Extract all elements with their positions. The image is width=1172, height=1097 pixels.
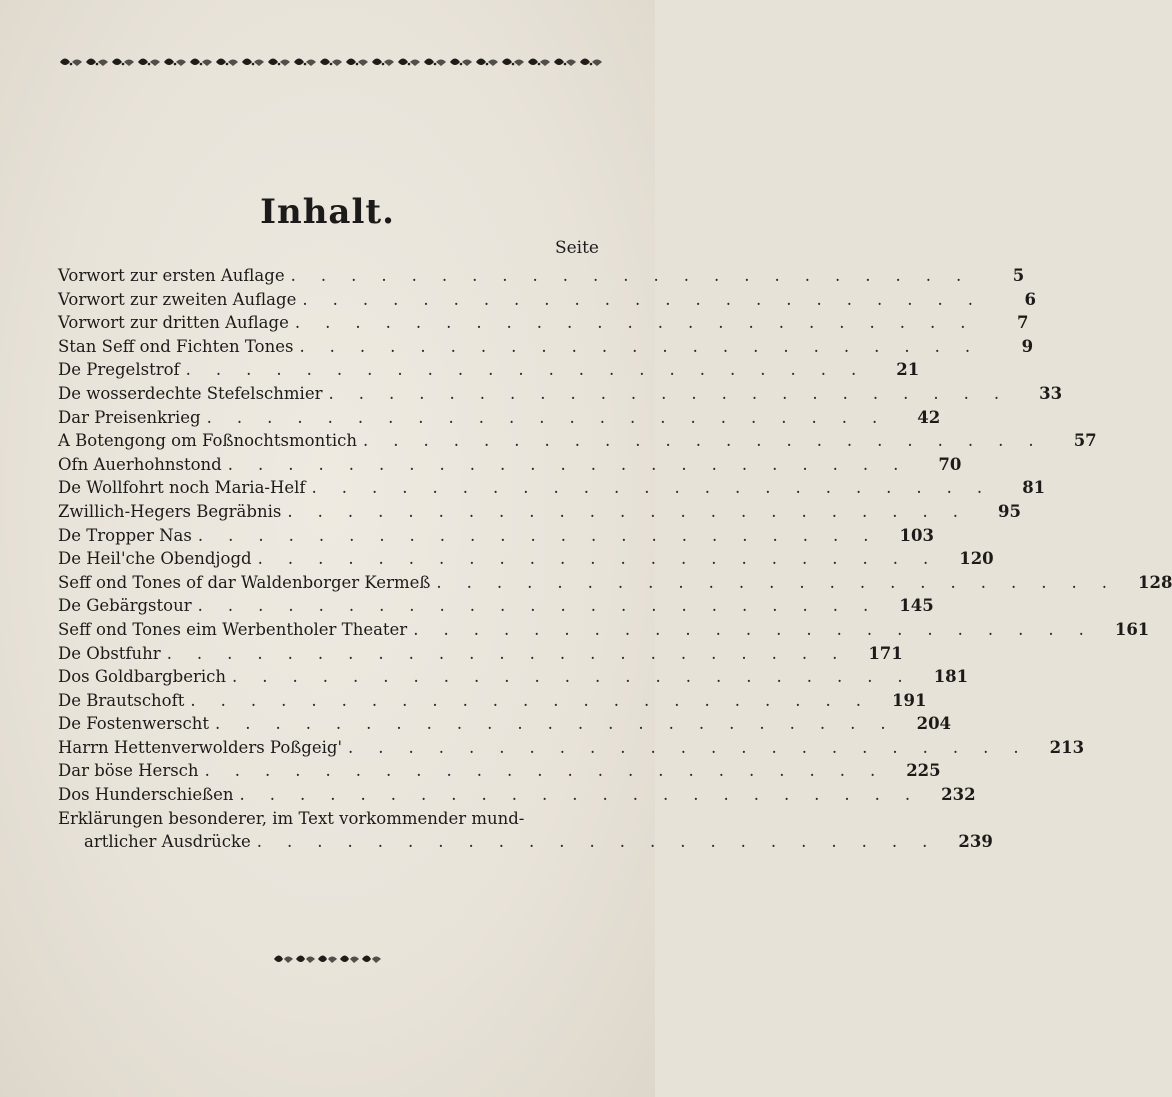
ornament-leaf bbox=[410, 60, 420, 67]
ornament-leaf bbox=[164, 59, 174, 66]
ornament-leaf bbox=[320, 59, 330, 66]
toc-entry-page: 213 bbox=[1049, 737, 1085, 757]
toc-entry bbox=[58, 712, 952, 736]
toc-entry-page: 81 bbox=[1022, 478, 1046, 498]
toc-entry-page: 95 bbox=[998, 501, 1021, 521]
ornament-leaf bbox=[306, 60, 316, 67]
top-ornament-border bbox=[58, 54, 604, 70]
toc-entry-title: Dos Goldbargberich bbox=[58, 667, 227, 687]
toc-entry-title: Zwillich-Hegers Begräbnis bbox=[58, 501, 282, 521]
ornament-leaf bbox=[488, 60, 498, 67]
ornament-leaf bbox=[462, 60, 472, 67]
ornament-dot bbox=[382, 63, 385, 66]
ornament-dot bbox=[460, 63, 463, 66]
toc-entry-title: Vorwort zur zweiten Auflage bbox=[58, 289, 297, 309]
ornament-leaf bbox=[554, 59, 564, 66]
dot-leader: ....................... bbox=[299, 336, 996, 356]
toc-entry-title: De Brautschoft bbox=[58, 690, 185, 710]
ornament-leaf bbox=[294, 59, 304, 66]
ornament-leaf bbox=[332, 60, 342, 67]
toc-entry-page: 6 bbox=[1024, 289, 1036, 309]
dot-leader: ....................... bbox=[290, 266, 987, 285]
dot-leader: ....................... bbox=[436, 572, 1133, 592]
toc-entry bbox=[58, 547, 994, 571]
ornament-leaf bbox=[306, 957, 315, 964]
toc-entry bbox=[58, 830, 993, 854]
toc-entry-title: Harrn Hettenverwolders Poßgeig' bbox=[58, 737, 343, 757]
ornament-leaf bbox=[350, 957, 359, 964]
ornament-dot bbox=[252, 63, 255, 66]
ornament-dot bbox=[122, 63, 125, 66]
ornament-leaf bbox=[202, 60, 212, 67]
toc-entry bbox=[58, 288, 1036, 312]
ornament-dot bbox=[408, 63, 411, 66]
ornament-leaf bbox=[318, 956, 327, 963]
toc-entry-page: 239 bbox=[958, 832, 993, 852]
toc-entry-title: Dar böse Hersch bbox=[58, 761, 199, 781]
toc-entry-title: De Obstfuhr bbox=[58, 643, 161, 663]
dot-leader: ....................... bbox=[287, 501, 983, 521]
toc-entry-title: De Tropper Nas bbox=[58, 525, 192, 545]
dot-leader: ....................... bbox=[197, 525, 894, 545]
toc-entry-page: 161 bbox=[1114, 619, 1150, 639]
page-title: Inhalt. bbox=[260, 192, 395, 232]
ornament-leaf bbox=[124, 60, 134, 67]
toc-entry-page: 181 bbox=[933, 667, 969, 687]
ornament-dot bbox=[70, 63, 73, 66]
toc-entry-page: 33 bbox=[1039, 383, 1063, 403]
toc-entry-page: 225 bbox=[906, 761, 941, 781]
ornament-leaf bbox=[362, 956, 371, 963]
toc-entry bbox=[58, 264, 1025, 288]
ornament-leaf bbox=[268, 59, 278, 66]
dot-leader: ....................... bbox=[227, 454, 924, 474]
toc-entry-page: 145 bbox=[899, 596, 934, 616]
dot-leader: ....................... bbox=[302, 289, 998, 309]
dot-leader: ....................... bbox=[190, 690, 886, 710]
toc-entry bbox=[58, 335, 1034, 359]
ornament-leaf bbox=[228, 60, 238, 67]
ornament-leaf bbox=[138, 59, 148, 66]
toc-entry-title: artlicher Ausdrücke bbox=[84, 832, 251, 852]
dot-leader: ....................... bbox=[239, 785, 936, 805]
toc-entry bbox=[58, 311, 1029, 335]
ornament-leaf bbox=[592, 60, 602, 67]
dot-leader: ....................... bbox=[185, 360, 882, 380]
ornament-leaf bbox=[296, 956, 305, 963]
ornament-leaf bbox=[216, 59, 226, 66]
toc-entry bbox=[58, 642, 903, 666]
toc-entry bbox=[58, 689, 927, 713]
toc-entry-title: De wosserdechte Stefelschmier bbox=[58, 383, 323, 403]
toc-entry-page: 232 bbox=[941, 785, 976, 805]
ornament-leaf bbox=[242, 59, 252, 66]
ornament-leaf bbox=[476, 59, 486, 66]
toc-entry-title: Seff ond Tones eim Werbentholer Theater bbox=[58, 619, 408, 639]
ornament-leaf bbox=[86, 59, 96, 66]
ornament-leaf bbox=[580, 59, 590, 66]
ornament-leaf bbox=[274, 956, 283, 963]
toc-entry bbox=[58, 618, 1150, 642]
toc-entry-title: De Fostenwerscht bbox=[58, 714, 209, 734]
dot-leader: ....................... bbox=[256, 832, 953, 852]
ornament-leaf bbox=[384, 60, 394, 67]
toc-entry-title: Seff ond Tones of dar Waldenborger Kermeß bbox=[58, 572, 431, 592]
ornament-leaf bbox=[372, 957, 381, 964]
ornament-dot bbox=[174, 63, 177, 66]
dot-leader: ....................... bbox=[232, 667, 928, 687]
ornament-leaf bbox=[72, 60, 82, 67]
ornament-dot bbox=[486, 63, 489, 66]
toc-entry-page: 5 bbox=[1012, 266, 1025, 285]
ornament-leaf bbox=[358, 60, 368, 67]
toc-entry bbox=[58, 358, 920, 382]
toc-entry-page: 204 bbox=[916, 714, 952, 734]
toc-entry-title: De Pregelstrof bbox=[58, 360, 180, 380]
ornament-dot bbox=[356, 63, 359, 66]
page-column-header: Seite bbox=[554, 238, 599, 258]
ornament-leaf bbox=[112, 59, 122, 66]
ornament-leaf bbox=[60, 59, 70, 66]
toc-entry-title: A Botengong om Foßnochtsmontich bbox=[58, 431, 358, 451]
toc-entry bbox=[58, 406, 941, 430]
ornament-dot bbox=[200, 63, 203, 66]
toc-entry-page: 21 bbox=[896, 360, 920, 380]
ornament-leaf bbox=[398, 59, 408, 66]
dot-leader: ....................... bbox=[206, 407, 903, 427]
table-of-contents bbox=[58, 264, 1172, 854]
dot-leader: ....................... bbox=[294, 313, 991, 333]
bottom-ornament bbox=[272, 950, 384, 968]
toc-entry-title: De Heil'che Obendjogd bbox=[58, 549, 252, 569]
toc-entry bbox=[58, 500, 1021, 524]
toc-entry bbox=[58, 382, 1063, 406]
ornament-dot bbox=[278, 63, 281, 66]
ornament-leaf bbox=[436, 60, 446, 67]
ornament-leaf bbox=[328, 957, 337, 964]
toc-entry bbox=[58, 476, 1046, 500]
ornament-leaf bbox=[346, 59, 356, 66]
toc-entry-title: De Gebärgstour bbox=[58, 596, 192, 616]
toc-entry bbox=[58, 665, 969, 689]
dot-leader: ....................... bbox=[328, 383, 1025, 403]
ornament-leaf bbox=[502, 59, 512, 66]
ornament-leaf bbox=[284, 957, 293, 964]
toc-entry bbox=[58, 759, 941, 783]
ornament-dot bbox=[434, 63, 437, 66]
toc-entry-line1: Erklärungen besonderer, im Text vorkommender mund- bbox=[58, 808, 525, 828]
ornament-leaf bbox=[150, 60, 160, 67]
dot-leader: ....................... bbox=[413, 619, 1109, 639]
toc-entry-page: 57 bbox=[1073, 431, 1097, 451]
ornament-leaf bbox=[176, 60, 186, 67]
toc-entry-page: 42 bbox=[917, 407, 941, 427]
toc-entry-title: Dar Preisenkrieg bbox=[58, 407, 201, 427]
dot-leader: ....................... bbox=[204, 761, 901, 781]
dot-leader: ....................... bbox=[311, 478, 1008, 498]
ornament-leaf bbox=[528, 59, 538, 66]
toc-entry-page: 7 bbox=[1017, 313, 1029, 333]
ornament-dot bbox=[96, 63, 99, 66]
ornament-leaf bbox=[340, 956, 349, 963]
toc-entry-page: 191 bbox=[892, 690, 927, 710]
ornament-dot bbox=[590, 63, 593, 66]
toc-entry-page: 120 bbox=[959, 549, 994, 569]
ornament-dot bbox=[304, 63, 307, 66]
toc-entry bbox=[58, 594, 934, 618]
toc-entry bbox=[58, 524, 934, 548]
toc-entry-page: 128 bbox=[1138, 572, 1172, 592]
ornament-leaf bbox=[372, 59, 382, 66]
ornament-leaf bbox=[514, 60, 524, 67]
ornament-leaf bbox=[280, 60, 290, 67]
dot-leader: ....................... bbox=[166, 643, 863, 663]
toc-entry-title: De Wollfohrt noch Maria-Helf bbox=[58, 478, 306, 498]
dot-leader: ....................... bbox=[348, 737, 1044, 757]
toc-entry bbox=[58, 783, 976, 807]
ornament-leaf bbox=[424, 59, 434, 66]
toc-entry-title: Ofn Auerhohnstond bbox=[58, 454, 222, 474]
toc-entry-title: Stan Seff ond Fichten Tones bbox=[58, 336, 294, 356]
toc-entry bbox=[58, 453, 962, 477]
ornament-leaf bbox=[254, 60, 264, 67]
ornament-dot bbox=[538, 63, 541, 66]
ornament-leaf bbox=[450, 59, 460, 66]
dot-leader: ....................... bbox=[363, 431, 1059, 451]
toc-entry-page: 70 bbox=[938, 454, 962, 474]
dot-leader: ....................... bbox=[197, 596, 894, 616]
ornament-leaf bbox=[98, 60, 108, 67]
toc-entry-title: Vorwort zur ersten Auflage bbox=[58, 266, 285, 285]
dot-leader: ....................... bbox=[214, 714, 911, 734]
ornament-leaf bbox=[566, 60, 576, 67]
ornament-dot bbox=[148, 63, 151, 66]
toc-entry bbox=[58, 429, 1097, 453]
ornament-dot bbox=[330, 63, 333, 66]
toc-entry-page: 103 bbox=[899, 525, 934, 545]
toc-entry-title: Dos Hunderschießen bbox=[58, 785, 234, 805]
dot-leader: ....................... bbox=[257, 549, 954, 569]
ornament-leaf bbox=[540, 60, 550, 67]
toc-entry-title: Vorwort zur dritten Auflage bbox=[58, 313, 289, 333]
toc-entry-page: 171 bbox=[868, 643, 903, 663]
toc-entry bbox=[58, 736, 1085, 760]
ornament-dot bbox=[226, 63, 229, 66]
toc-entry-page: 9 bbox=[1021, 336, 1034, 356]
ornament-dot bbox=[512, 63, 515, 66]
ornament-dot bbox=[564, 63, 567, 66]
ornament-leaf bbox=[190, 59, 200, 66]
toc-entry bbox=[58, 571, 1172, 595]
